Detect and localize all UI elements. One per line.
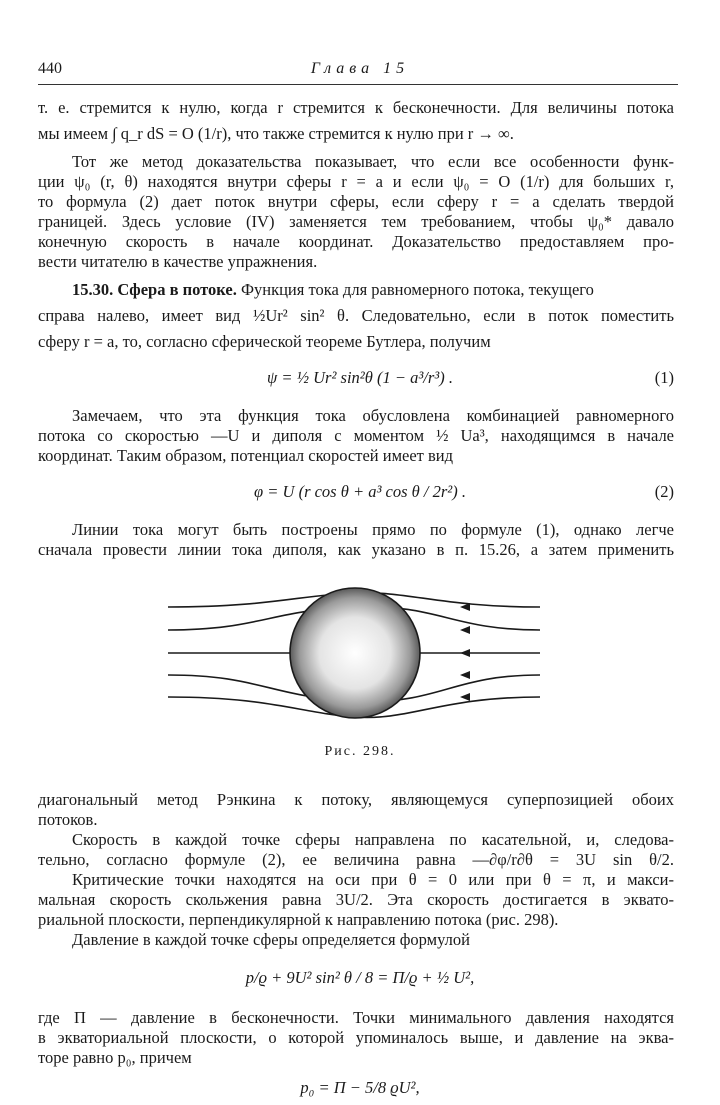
text-line: Давление в каждой точке сферы определяется формулой — [72, 930, 470, 949]
equation-4: p₀ = Π − 5/8 ϱU², — [300, 1078, 420, 1097]
text-line: ции ψ₀ (r, θ) находятся внутри сферы r = a и если ψ₀ = O (1/r) для больших r, — [38, 172, 674, 191]
text-line: мы имеем ∫ q_r dS = O (1/r), что также стремится к нулю при r → ∞. — [38, 124, 514, 143]
equation-2: φ = U (r cos θ + a³ cos θ / 2r²) . — [254, 482, 466, 501]
equation-1-number: (1) — [654, 368, 674, 387]
text-line: торе равно p₀, причем — [38, 1048, 192, 1067]
equation-2-number: (2) — [654, 482, 674, 501]
text-line: диагональный метод Рэнкина к потоку, являющемуся суперпозицией обоих — [38, 790, 674, 809]
text-line: Линии тока могут быть построены прямо по формуле (1), однако легче — [72, 520, 674, 539]
text-line: потока со скоростью —U и диполя с моментом ½ Ua³, находящимся в начале — [38, 426, 674, 445]
text-line: Тот же метод доказательства показывает, что если все особенности функ- — [72, 152, 674, 171]
text-line: сначала провести линии тока диполя, как указано в п. 15.26, а затем применить — [38, 540, 674, 559]
text-line: Замечаем, что эта функция тока обусловлена комбинацией равномерного — [72, 406, 674, 425]
section-heading — [72, 280, 594, 300]
text-line: то формула (2) дает поток внутри сферы, если сферу r = a сделать твердой — [38, 192, 674, 211]
text-line: границей. Здесь условие (IV) заменяется тем требованием, чтобы ψ₀* давало — [38, 212, 674, 231]
text-line: т. е. стремится к нулю, когда r стремится к бесконечности. Для величины потока — [38, 98, 674, 117]
figure-caption: Рис. 298. — [324, 744, 396, 759]
flow-arrow-icon — [460, 649, 470, 657]
text-line: потоков. — [38, 810, 98, 829]
page-number: 440 — [38, 60, 62, 77]
sphere — [290, 588, 420, 718]
equation-3: p/ϱ + 9U² sin² θ / 8 = Π/ϱ + ½ U², — [245, 968, 475, 987]
flow-arrow-icon — [460, 693, 470, 701]
text-line: Скорость в каждой точке сферы направлена по касательной, и, следова- — [72, 830, 674, 849]
header-rule — [38, 84, 678, 85]
text-line: вести читателю в качестве упражнения. — [38, 252, 318, 271]
streamline-figure — [160, 585, 550, 735]
text-line: справа налево, имеет вид ½Ur² sin² θ. Следовательно, если в поток поместить — [38, 306, 674, 325]
text-line: координат. Таким образом, потенциал скоростей имеет вид — [38, 446, 454, 465]
text-line: тельно, согласно формуле (2), ее величина равна —∂φ/r∂θ = 3U sin θ/2. — [38, 850, 674, 869]
text-line: Критические точки находятся на оси при θ = 0 или при θ = π, и макси- — [72, 870, 674, 889]
section-text: Функция тока для равномерного потока, текущего — [240, 280, 594, 299]
text-line: конечную скорость в начале координат. Доказательство предоставляем про- — [38, 232, 674, 251]
text-line: где Π — давление в бесконечности. Точки минимального давления находятся — [38, 1008, 674, 1027]
text-line: риальной плоскости, перпендикулярной к направлению потока (рис. 298). — [38, 910, 559, 929]
text-line: в экваториальной плоскости, о которой упоминалось выше, и давление на эква- — [38, 1028, 674, 1047]
text-line: мальная скорость скольжения равна 3U/2. Эта скорость достигается в эквато- — [38, 890, 674, 909]
text-line: сферу r = a, то, согласно сферической теореме Бутлера, получим — [38, 332, 491, 351]
equation-1: ψ = ½ Ur² sin²θ (1 − a³/r³) . — [267, 368, 453, 387]
section-title: 15.30. Сфера в потоке. — [72, 280, 237, 299]
flow-arrow-icon — [460, 626, 470, 634]
chapter-title: Глава 15 — [310, 60, 410, 77]
flow-arrow-icon — [460, 671, 470, 679]
